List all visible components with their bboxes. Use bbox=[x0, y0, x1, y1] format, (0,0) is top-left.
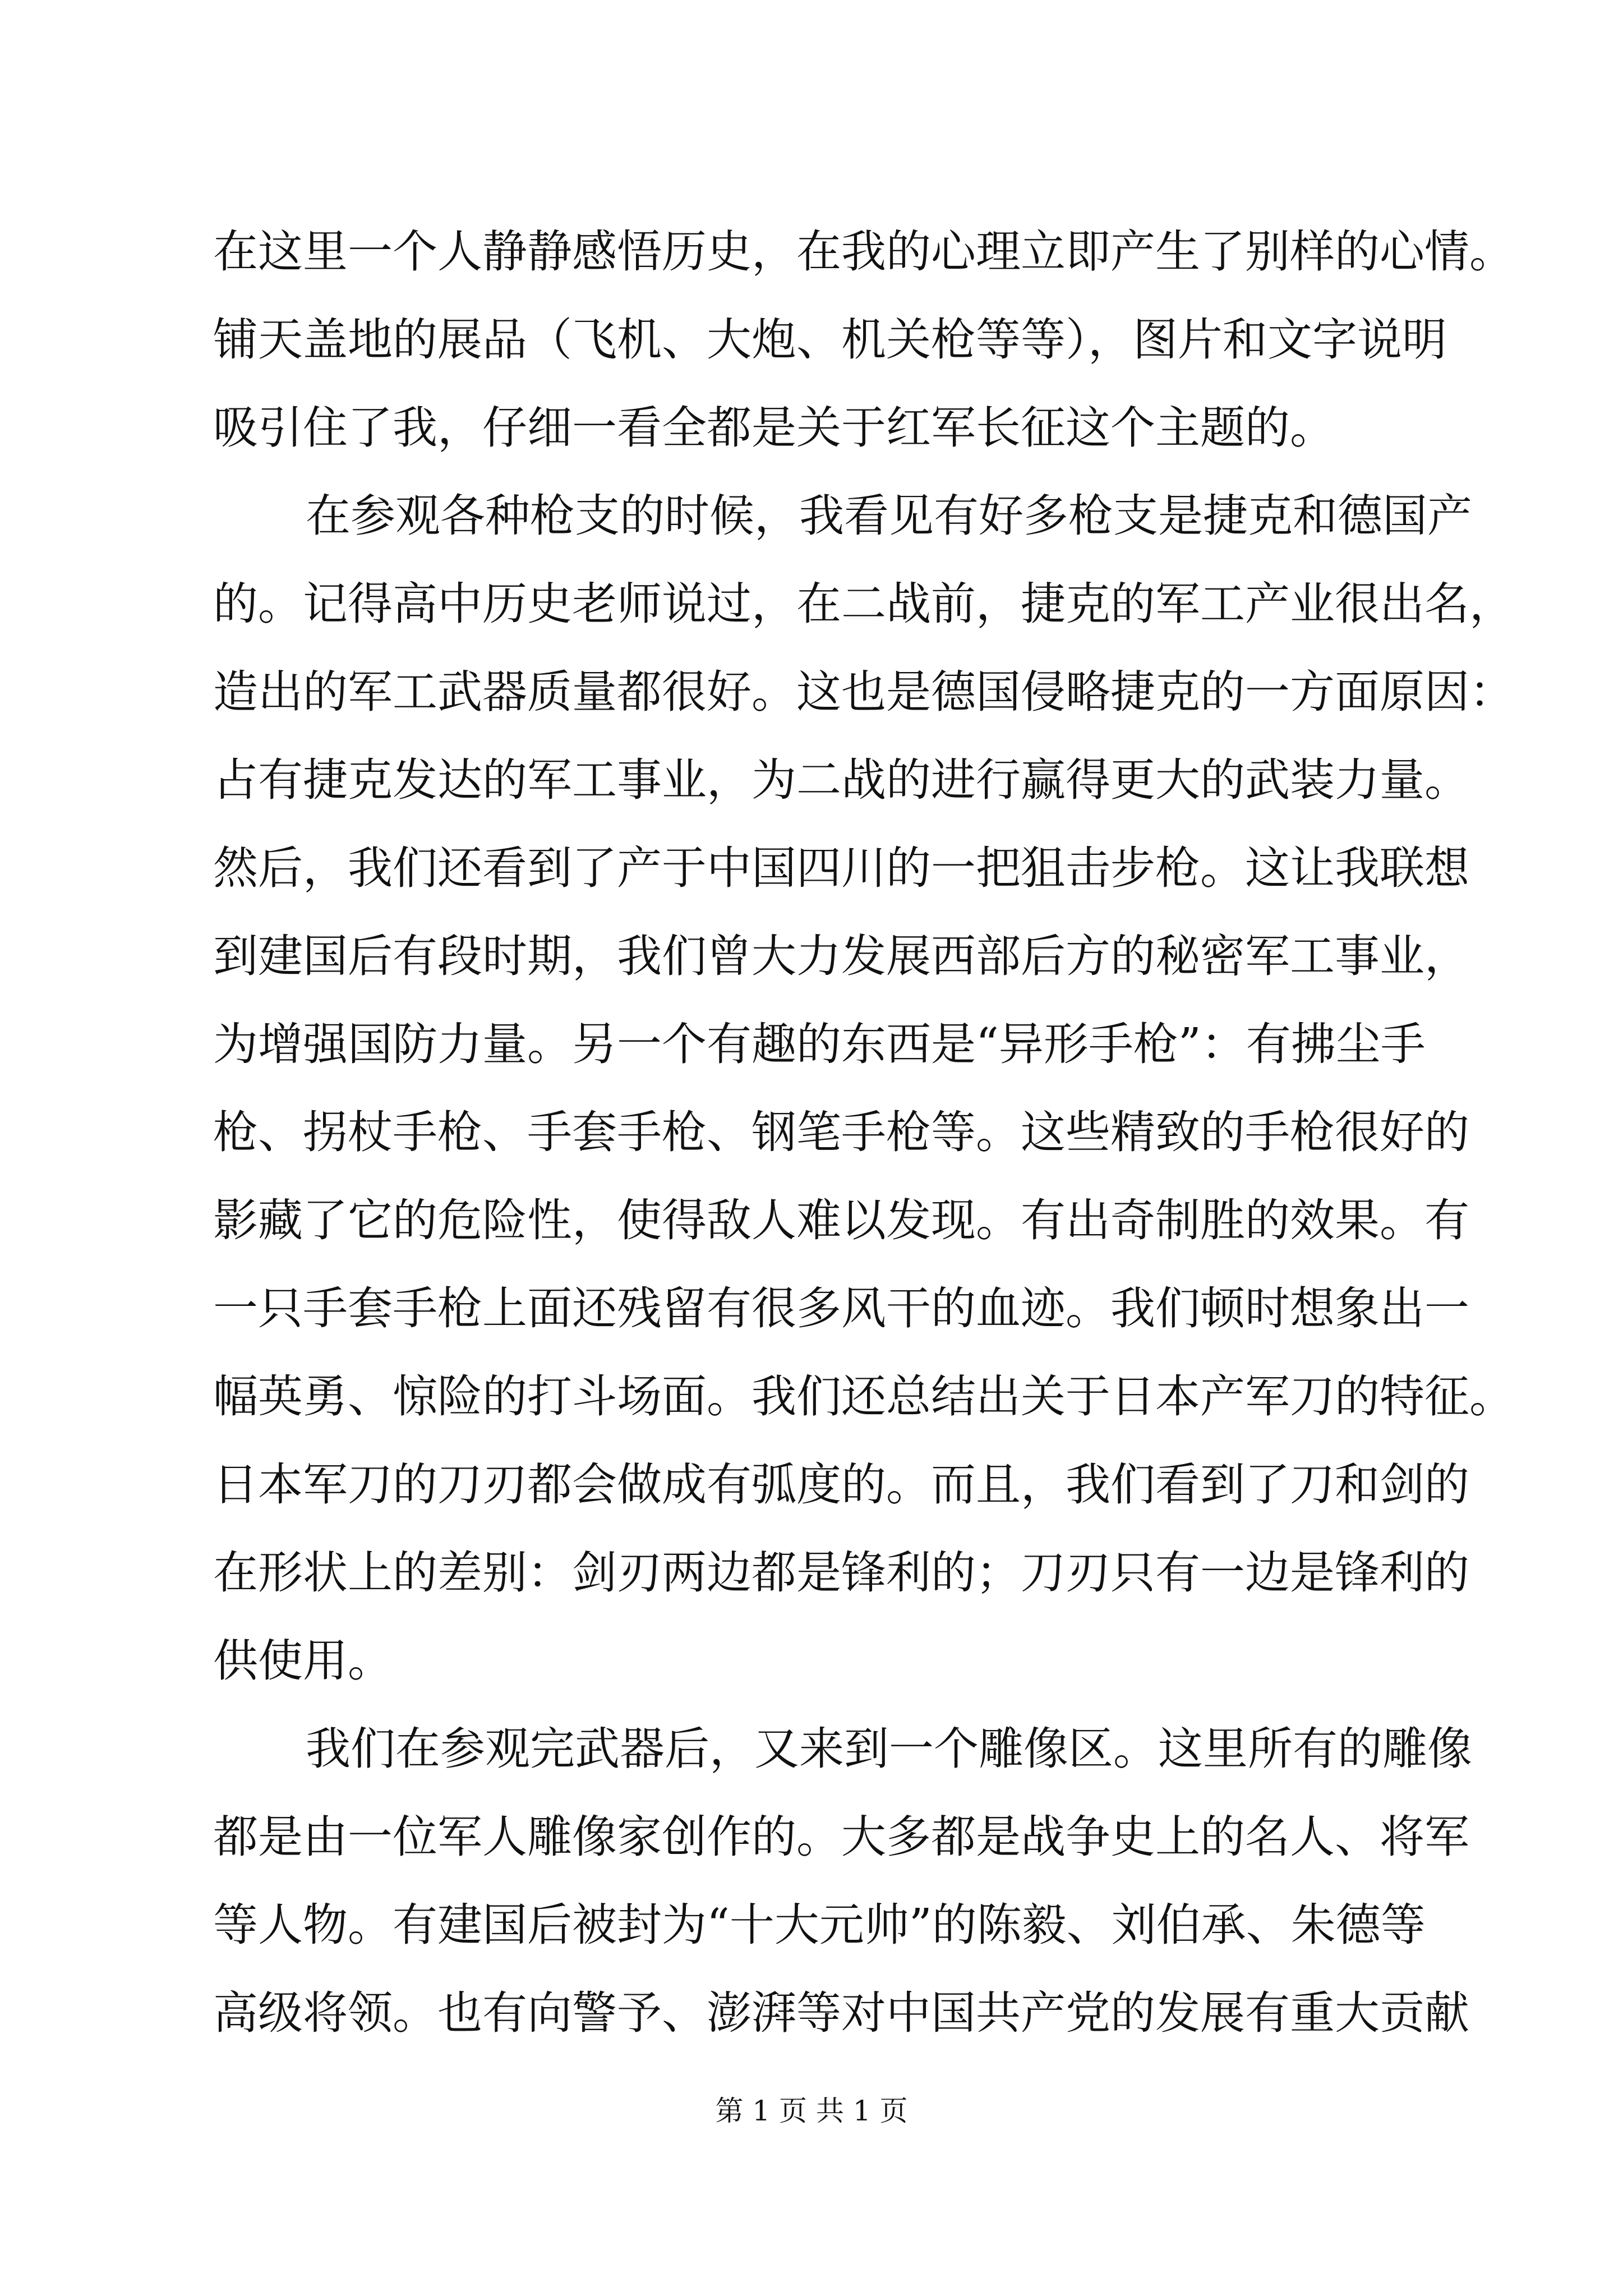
paragraph-3 bbox=[213, 1705, 1472, 2057]
text-line: 铺天盖地的展品（飞机、大炮、机关枪等等），图片和文字说明 bbox=[213, 314, 1447, 366]
text-line: 占有捷克发达的军工事业，为二战的进行赢得更大的武装力量。 bbox=[213, 754, 1469, 806]
text-line: 幅英勇、惊险的打斗场面。我们还总结出关于日本产军刀的特征。 bbox=[213, 1370, 1514, 1423]
paragraph-1 bbox=[213, 208, 1514, 472]
text-line: 日本军刀的刀刃都会做成有弧度的。而且，我们看到了刀和剑的 bbox=[213, 1458, 1469, 1511]
text-line: 在形状上的差别：剑刃两边都是锋利的；刀刃只有一边是锋利的 bbox=[213, 1547, 1469, 1599]
text-line: 然后，我们还看到了产于中国四川的一把狙击步枪。这让我联想 bbox=[213, 842, 1469, 894]
text-line: 在这里一个人静静感悟历史，在我的心理立即产生了别样的心情。 bbox=[213, 226, 1514, 278]
body-text bbox=[213, 208, 1514, 2057]
text-line: 高级将领。也有向警予、澎湃等对中国共产党的发展有重大贡献 bbox=[213, 1987, 1469, 2039]
text-line: 到建国后有段时期，我们曾大力发展西部后方的秘密军工事业， bbox=[213, 930, 1469, 982]
text-line: 供使用。 bbox=[213, 1635, 393, 1687]
text-line: 我们在参观完武器后，又来到一个雕像区。这里所有的雕像 bbox=[306, 1723, 1472, 1775]
text-line: 影藏了它的危险性，使得敌人难以发现。有出奇制胜的效果。有 bbox=[213, 1194, 1469, 1246]
text-line: 一只手套手枪上面还残留有很多风干的血迹。我们顿时想象出一 bbox=[213, 1282, 1469, 1335]
text-line: 在参观各种枪支的时候，我看见有好多枪支是捷克和德国产 bbox=[306, 490, 1472, 542]
page-number-label: 第 1 页 共 1 页 bbox=[715, 2095, 908, 2127]
text-line: 为增强国防力量。另一个有趣的东西是“异形手枪”：有拂尘手 bbox=[213, 1018, 1426, 1070]
text-line: 枪、拐杖手枪、手套手枪、钢笔手枪等。这些精致的手枪很好的 bbox=[213, 1106, 1469, 1158]
text-line: 等人物。有建国后被封为“十大元帅”的陈毅、刘伯承、朱德等 bbox=[213, 1899, 1426, 1951]
text-line: 造出的军工武器质量都很好。这也是德国侵略捷克的一方面原因： bbox=[213, 666, 1514, 718]
text-line: 都是由一位军人雕像家创作的。大多都是战争史上的名人、将军 bbox=[213, 1811, 1469, 1863]
text-line: 的。记得高中历史老师说过，在二战前，捷克的军工产业很出名， bbox=[213, 578, 1514, 630]
paragraph-2 bbox=[213, 472, 1514, 1705]
text-line: 吸引住了我，仔细一看全都是关于红军长征这个主题的。 bbox=[213, 402, 1335, 454]
page-footer bbox=[0, 2091, 1623, 2131]
